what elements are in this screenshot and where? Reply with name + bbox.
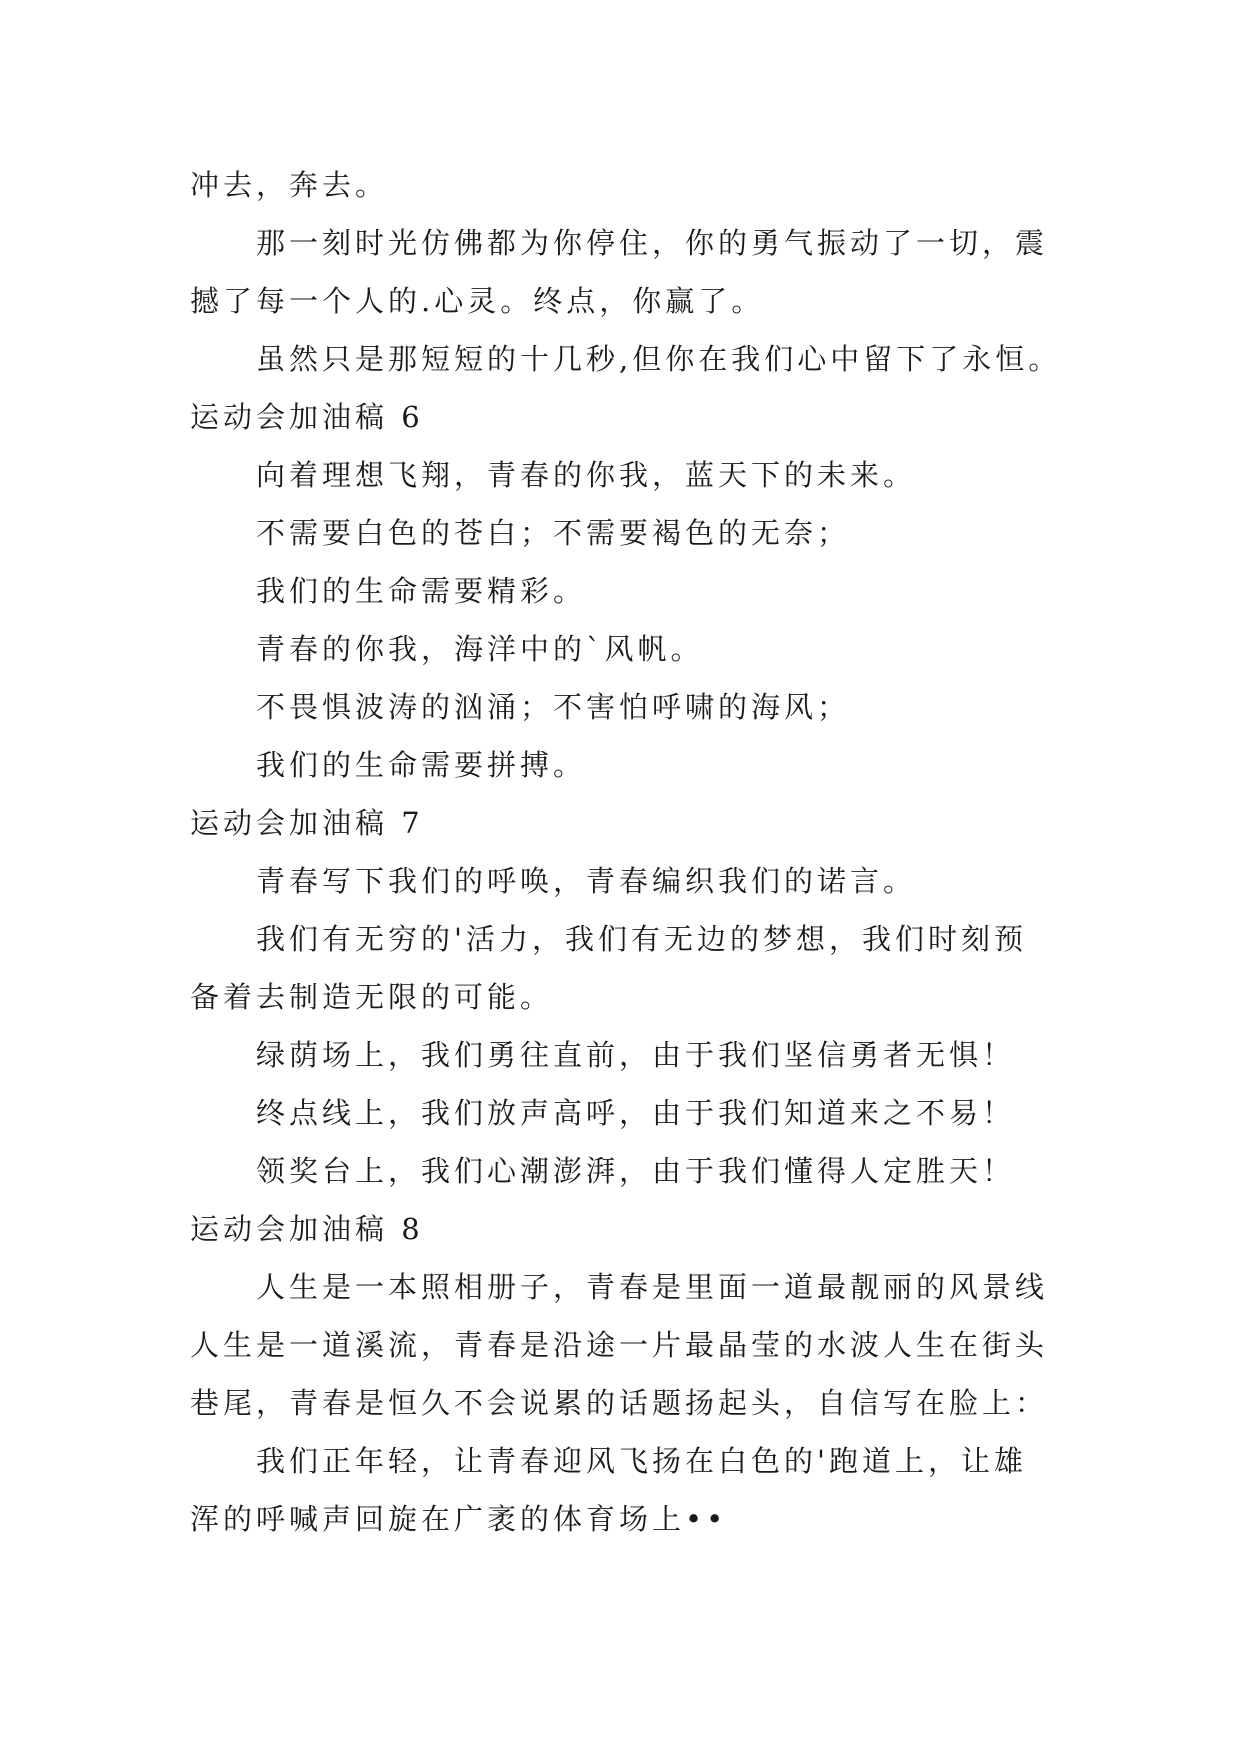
- section-heading: 运动会加油稿 6: [190, 400, 424, 434]
- text-line: 绿荫场上，我们勇往直前，由于我们坚信勇者无惧！: [256, 1038, 1016, 1072]
- document-body: [190, 156, 1062, 1548]
- text-line: 我们正年轻，让青春迎风飞扬在白色的'跑道上，让雄: [256, 1444, 1027, 1478]
- text-line: 浑的呼喊声回旋在广袤的体育场上••: [190, 1502, 728, 1536]
- text-line: 人生是一道溪流，青春是沿途一片最晶莹的水波人生在街头: [190, 1328, 1049, 1362]
- text-line: 冲去，奔去。: [190, 168, 389, 202]
- text-line: 我们有无穷的'活力，我们有无边的梦想，我们时刻预: [256, 922, 1027, 956]
- text-line: 我们的生命需要拼搏。: [256, 748, 587, 782]
- text-line: 领奖台上，我们心潮澎湃，由于我们懂得人定胜天！: [256, 1154, 1016, 1188]
- text-line: 撼了每一个人的.心灵。终点，你赢了。: [190, 284, 765, 318]
- text-line: 不畏惧波涛的汹涌；不害怕呼啸的海风；: [256, 690, 851, 724]
- text-line: 终点线上，我们放声高呼，由于我们知道来之不易！: [256, 1096, 1016, 1130]
- text-line: 向着理想飞翔，青春的你我，蓝天下的未来。: [256, 458, 917, 492]
- text-line: 备着去制造无限的可能。: [190, 980, 554, 1014]
- section-heading: 运动会加油稿 7: [190, 806, 424, 840]
- text-line: 巷尾，青春是恒久不会说累的话题扬起头，自信写在脸上：: [190, 1386, 1049, 1420]
- text-line: 虽然只是那短短的十几秒,但你在我们心中留下了永恒。: [256, 342, 1062, 376]
- section-heading: 运动会加油稿 8: [190, 1212, 424, 1246]
- text-line: 人生是一本照相册子，青春是里面一道最靓丽的风景线: [256, 1270, 1049, 1304]
- text-line: 我们的生命需要精彩。: [256, 574, 587, 608]
- text-line: 青春的你我，海洋中的`风帆。: [256, 632, 704, 666]
- text-line: 不需要白色的苍白；不需要褐色的无奈；: [256, 516, 851, 550]
- text-line: 那一刻时光仿佛都为你停住，你的勇气振动了一切，震: [256, 226, 1049, 260]
- text-line: 青春写下我们的呼唤，青春编织我们的诺言。: [256, 864, 917, 898]
